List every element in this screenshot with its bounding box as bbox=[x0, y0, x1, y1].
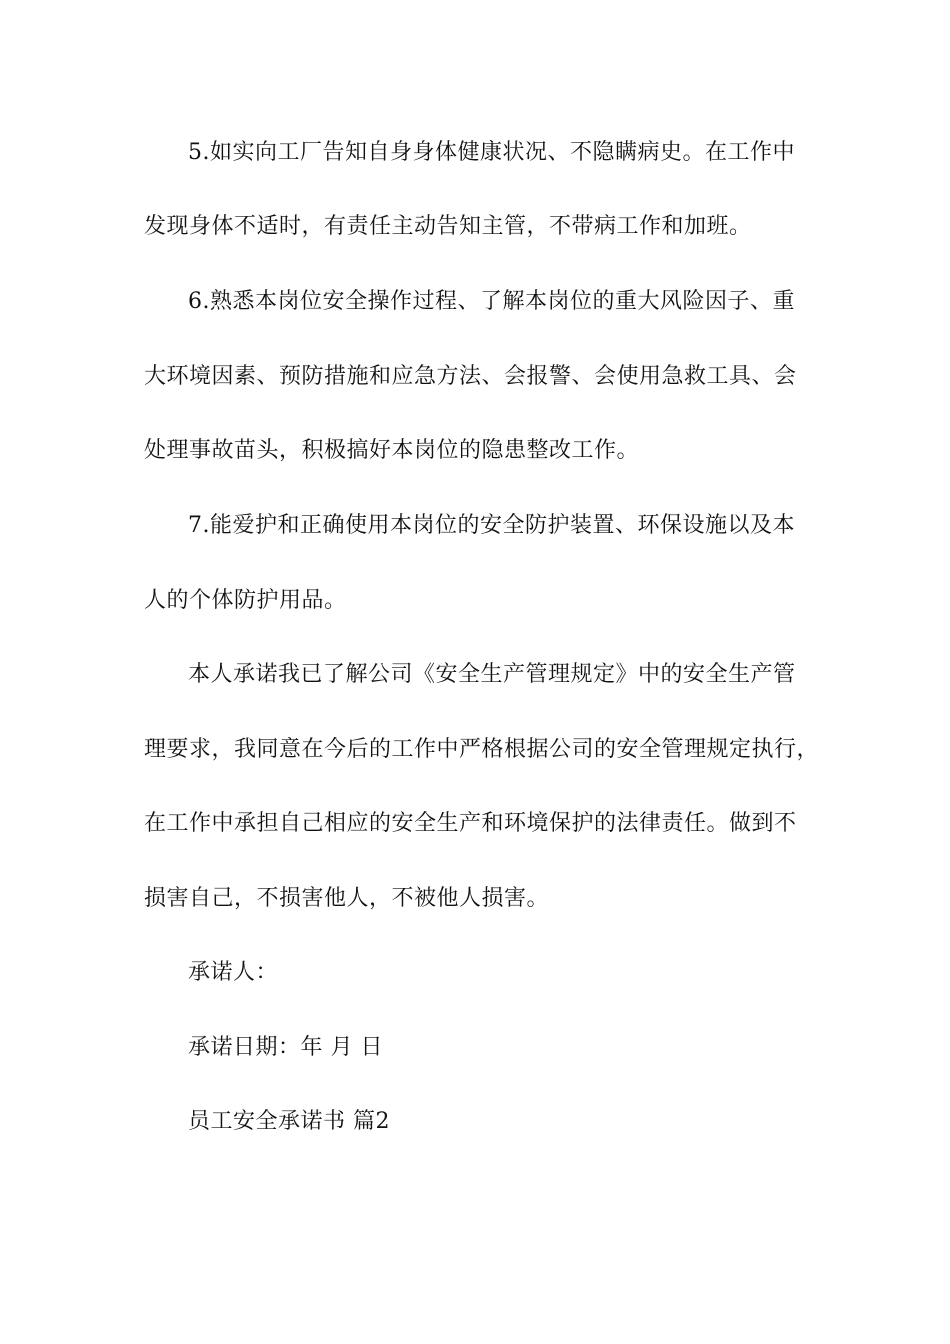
item-6-line-1: 6.熟悉本岗位安全操作过程、了解本岗位的重大风险因子、重 bbox=[188, 289, 795, 314]
item-5-line-1: 5.如实向工厂告知自身身体健康状况、不隐瞒病史。在工作中 bbox=[188, 140, 795, 165]
signatory-label: 承诺人： bbox=[188, 960, 279, 985]
item-6-line-2: 大环境因素、预防措施和应急方法、会报警、会使用急救工具、会 bbox=[144, 364, 797, 389]
commitment-line-3: 在工作中承担自己相应的安全生产和环境保护的法律责任。做到不 bbox=[144, 811, 797, 836]
item-5-line-2: 发现身体不适时，有责任主动告知主管，不带病工作和加班。 bbox=[144, 214, 752, 239]
item-7-line-1: 7.能爱护和正确使用本岗位的安全防护装置、环保设施以及本 bbox=[188, 513, 795, 538]
date-label: 承诺日期：年 月 日 bbox=[188, 1035, 383, 1060]
commitment-line-2: 理要求，我同意在今后的工作中严格根据公司的安全管理规定执行， bbox=[144, 737, 820, 762]
next-section-title: 员工安全承诺书 篇2 bbox=[188, 1109, 390, 1134]
item-7-line-2: 人的个体防护用品。 bbox=[144, 588, 347, 613]
commitment-line-1: 本人承诺我已了解公司《安全生产管理规定》中的安全生产管 bbox=[188, 662, 796, 687]
item-6-line-3: 处理事故苗头，积极搞好本岗位的隐患整改工作。 bbox=[144, 438, 640, 463]
commitment-line-4: 损害自己，不损害他人，不被他人损害。 bbox=[144, 886, 550, 911]
